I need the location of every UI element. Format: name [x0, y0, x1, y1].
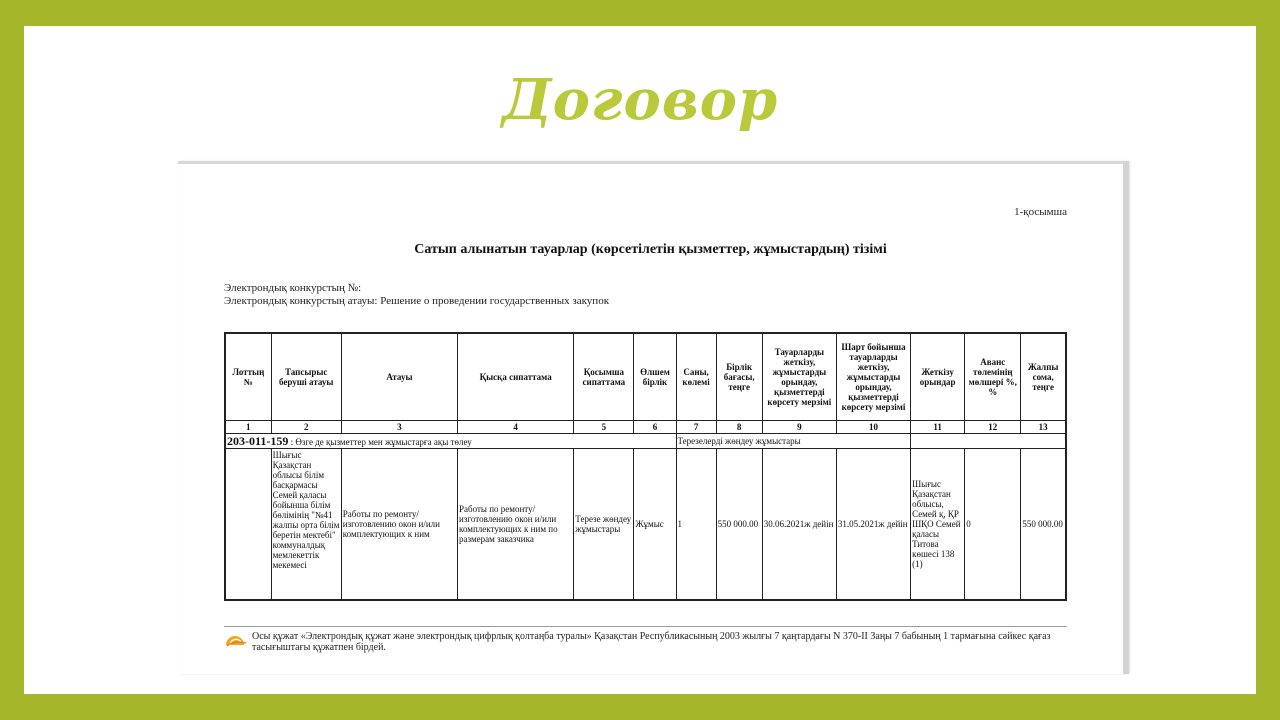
cell-unit-price: 550 000.00	[716, 449, 762, 601]
cell-qty: 1	[676, 449, 716, 601]
group-row	[225, 434, 1066, 449]
cell-contract-term: 31.05.2021ж дейін	[836, 449, 910, 601]
cell-total: 550 000.00	[1021, 449, 1066, 601]
col-header: Жеткізу орындар	[911, 333, 965, 421]
col-number: 3	[341, 421, 457, 434]
col-header: Өлшем бірлік	[634, 333, 676, 421]
group-work-name: Терезелерді жөндеу жұмыстары	[676, 434, 911, 449]
col-header: Лоттың №	[225, 333, 271, 421]
cell-unit: Жұмыс	[634, 449, 676, 601]
col-header: Тапсырыс беруші атауы	[271, 333, 341, 421]
cell-advance: 0	[965, 449, 1021, 601]
cell-delivery-term: 30.06.2021ж дейін	[762, 449, 836, 601]
col-header: Аванс төлемінің мөлшері %, %	[965, 333, 1021, 421]
annex-label: 1-қосымша	[1014, 206, 1067, 218]
cell-customer: Шығыс Қазақстан облысы білім басқармасы Семей қаласы бойынша білім бөлімінің "№41 жалпы орта білім беретін мектебі" коммуналдық мемлекеттік мекемесі	[271, 449, 341, 601]
cell-short-desc: Работы по ремонту/изготовлению окон и/или комплектующих к ним по размерам заказчика	[458, 449, 574, 601]
contest-meta	[224, 282, 609, 308]
col-header: Қосымша сипаттама	[574, 333, 634, 421]
col-number: 12	[965, 421, 1021, 434]
col-header: Жалпы сома, теңге	[1021, 333, 1066, 421]
col-header: Бірлік бағасы, теңге	[716, 333, 762, 421]
egov-logo-icon	[224, 631, 248, 647]
col-number: 13	[1021, 421, 1066, 434]
col-number: 2	[271, 421, 341, 434]
cell-delivery-place: Шығыс Қазақстан облысы, Семей қ, ҚР ШҚО Семей қаласы Титова көшесі 138 (1)	[911, 449, 965, 601]
col-header: Шарт бойынша тауарларды жеткізу, жұмыстарды орындау, қызметтерді көрсету мерзімі	[836, 333, 910, 421]
group-code: 203-011-159	[227, 433, 289, 448]
col-number: 6	[634, 421, 676, 434]
col-header: Қысқа сипаттама	[458, 333, 574, 421]
col-number: 5	[574, 421, 634, 434]
col-number: 1	[225, 421, 271, 434]
footer	[224, 631, 1067, 653]
group-name: : Өзге де қызметтер мен жұмыстарға ақы төлеу	[290, 436, 472, 447]
contest-number-label: Электрондық конкурстың №:	[224, 282, 362, 294]
col-header: Тауарларды жеткізу, жұмыстарды орындау, қызметтерді көрсету мерзімі	[762, 333, 836, 421]
col-number: 7	[676, 421, 716, 434]
col-header: Саны, көлемі	[676, 333, 716, 421]
group-empty-cell	[911, 434, 1066, 449]
contest-name-label: Электрондық конкурстың атауы: Решение о проведении государственных закупок	[224, 295, 610, 307]
goods-table	[224, 332, 1067, 601]
footer-text: Осы құжат «Электрондық құжат және электрондық цифрлық қолтаңба туралы» Қазақстан Республикасының 2003 жылғы 7 қаңтардағы N 370-II Заңы 7 бабының 1 тармағына сәйкес қағаз тасығыштағы құжатпен бірдей.	[252, 631, 1051, 653]
slide	[24, 26, 1256, 694]
list-title: Сатып алынатын тауарлар (көрсетілетін қызметтер, жұмыстардың) тізімі	[414, 242, 887, 257]
col-number: 10	[836, 421, 910, 434]
slide-title: Договор	[501, 67, 779, 133]
col-number: 11	[911, 421, 965, 434]
cell-name: Работы по ремонту/изготовлению окон и/или комплектующих к ним	[341, 449, 457, 601]
table-header-row	[225, 333, 1066, 421]
col-number: 4	[458, 421, 574, 434]
col-number: 8	[716, 421, 762, 434]
table-row	[225, 449, 1066, 601]
col-header: Атауы	[341, 333, 457, 421]
cell-extra-desc: Терезе жөндеу жұмыстары	[574, 449, 634, 601]
group-cell	[225, 434, 676, 449]
column-number-row	[225, 421, 1066, 434]
col-number: 9	[762, 421, 836, 434]
cell-lot	[225, 449, 271, 601]
document-image	[178, 161, 1129, 674]
footer-divider	[224, 626, 1067, 627]
